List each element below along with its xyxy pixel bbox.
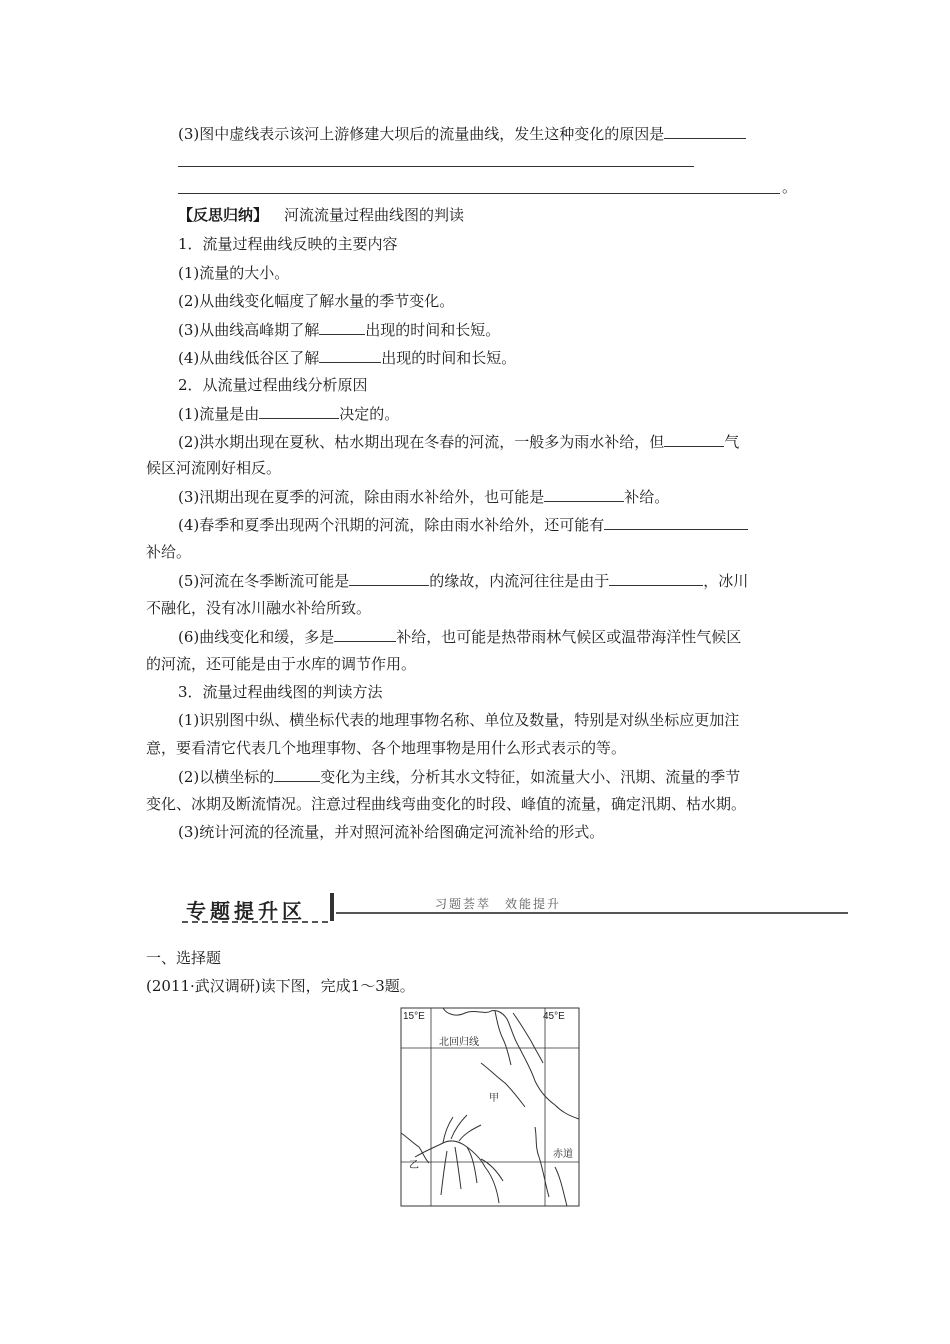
q3-period: 。 — [782, 178, 798, 196]
banner-title-underline — [182, 921, 328, 923]
q3-answer-line-3 — [178, 193, 780, 194]
s2-item-4: (4)春季和夏季出现两个汛期的河流，除由雨水补给外，还可能有 — [178, 513, 748, 536]
map-frame — [401, 1008, 579, 1206]
exercise-prompt: (2011·武汉调研)读下图，完成1～3题。 — [146, 977, 415, 995]
s2-item-1: (1)流量是由 决定的。 — [178, 402, 399, 425]
africa-map-figure — [385, 1007, 581, 1213]
congo-river — [415, 1141, 485, 1167]
s2-item-5-blank-2 — [609, 569, 703, 586]
s2-item-5-cont: 不融化，没有冰川融水补给所致。 — [146, 599, 372, 617]
s2-item-6-cont: 的河流，还可能是由于水库的调节作用。 — [146, 655, 417, 673]
label-15e: 15°E — [403, 1011, 425, 1022]
s1-item-3: (3)从曲线高峰期了解 出现的时间和长短。 — [178, 318, 500, 341]
exercise-section-title: 一、选择题 — [146, 949, 222, 967]
s3-item-3: (3)统计河流的径流量，并对照河流补给图确定河流补给的形式。 — [178, 823, 605, 841]
q3-answer-line-2 — [178, 166, 694, 167]
label-equator: 赤道 — [553, 1149, 573, 1160]
banner-rule — [336, 912, 848, 914]
inland-river-1 — [481, 1063, 525, 1107]
s3-item-1-cont: 意，要看清它代表几个地理事物、各个地理事物是用什么形式表示的等。 — [146, 739, 627, 757]
s1-item-2: (2)从曲线变化幅度了解水量的季节变化。 — [178, 292, 455, 310]
coastline-southeast — [555, 1167, 567, 1206]
tributary-3 — [459, 1125, 481, 1141]
s2-item-2-blank — [664, 430, 724, 447]
red-sea-coast — [513, 1013, 543, 1063]
q3-blank-1 — [664, 122, 746, 139]
s2-item-4-cont: 补给。 — [146, 543, 192, 561]
tributary-1 — [443, 1117, 453, 1143]
reflection-title: 河流流量过程曲线图的判读 — [284, 206, 465, 224]
s2-item-6: (6)曲线变化和缓，多是 补给，也可能是热带雨林气候区或温带海洋性气候区 — [178, 625, 741, 648]
banner-divider-bar — [330, 893, 334, 921]
s2-item-1-blank — [259, 402, 339, 419]
s2-item-2-cont: 候区河流刚好相反。 — [146, 459, 282, 477]
banner-title: 专题提升区 — [186, 899, 306, 923]
label-45e: 45°E — [543, 1011, 565, 1022]
reflection-heading: 【反思归纳】 — [178, 206, 269, 224]
s2-item-2: (2)洪水期出现在夏秋、枯水期出现在冬春的河流，一般多为雨水补给，但 气 — [178, 430, 739, 453]
q3-line-1 — [178, 122, 746, 145]
tributary-4 — [467, 1147, 477, 1183]
s2-item-6-blank — [334, 625, 396, 642]
s2-item-5-blank-1 — [349, 569, 429, 586]
s2-item-3: (3)汛期出现在夏季的河流，除由雨水补给外，也可能是 补给。 — [178, 485, 669, 508]
s2-item-3-blank — [544, 485, 624, 502]
s3-title: 3．流量过程曲线图的判读方法 — [178, 683, 383, 701]
s1-item-3-blank — [319, 318, 365, 335]
s1-item-4: (4)从曲线低谷区了解 出现的时间和长短。 — [178, 346, 516, 369]
section-banner — [180, 893, 848, 927]
coastline-west — [401, 1133, 429, 1163]
q3-text: (3)图中虚线表示该河上游修建大坝后的流量曲线，发生这种变化的原因是 — [178, 125, 665, 143]
s2-item-4-blank — [604, 513, 748, 530]
s1-item-4-blank — [319, 346, 381, 363]
s2-item-5: (5)河流在冬季断流可能是 的缘故，内流河往往是由于 ，冰川 — [178, 569, 748, 592]
s1-item-1: (1)流量的大小。 — [178, 264, 290, 282]
s3-item-1: (1)识别图中纵、横坐标代表的地理事物名称、单位及数量，特别是对纵坐标应更加注 — [178, 711, 740, 729]
s2-title: 2．从流量过程曲线分析原因 — [178, 376, 368, 394]
s3-item-2: (2)以横坐标的 变化为主线，分析其水文特征，如流量大小、汛期、流量的季节 — [178, 765, 740, 788]
banner-subtitle: 习题荟萃 效能提升 — [435, 897, 562, 911]
s3-item-2-blank — [274, 765, 320, 782]
tributary-5 — [455, 1147, 461, 1189]
label-point-b: 乙 — [409, 1160, 419, 1171]
tributary-6 — [441, 1151, 447, 1195]
s3-item-2-cont: 变化、冰期及断流情况。注意过程曲线弯曲变化的时段、峰值的流量，确定汛期、枯水期。 — [146, 795, 747, 813]
nile-river — [495, 1011, 511, 1065]
reflection-heading-line — [178, 204, 464, 226]
label-tropic: 北回归线 — [439, 1037, 479, 1048]
label-point-a: 甲 — [489, 1093, 499, 1104]
s1-title: 1．流量过程曲线反映的主要内容 — [178, 235, 398, 253]
